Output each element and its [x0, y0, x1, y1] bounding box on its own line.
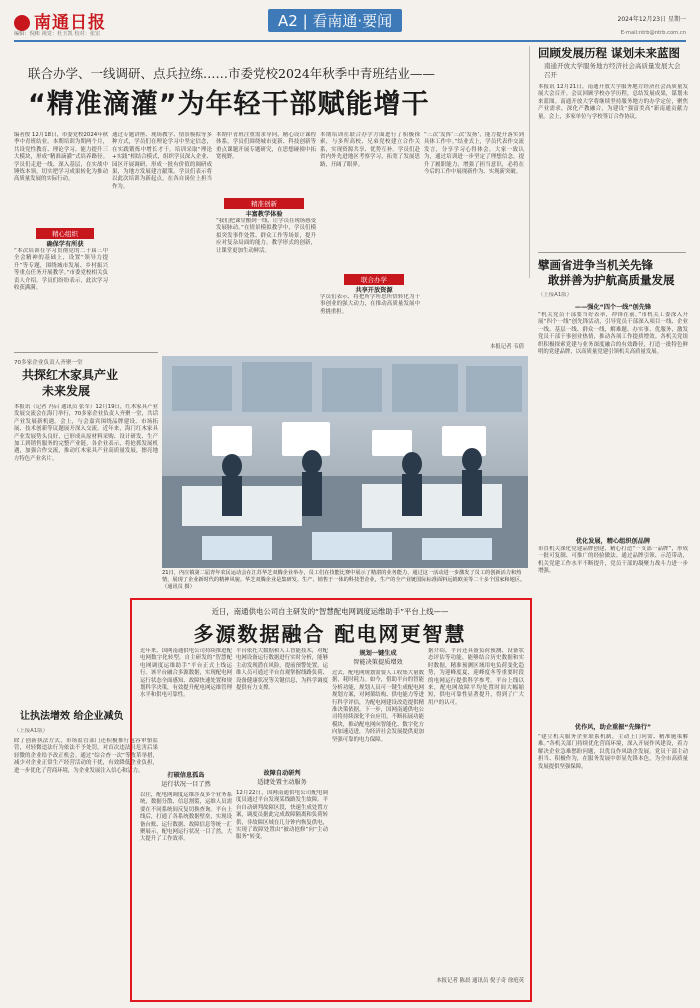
lead-author: 本报记者 韦倩 [489, 344, 524, 350]
boxed-body-col3: 过去，配电网规划需要人工收集大量数据，耗时耗力。如今，借助平台的智能分析功能，规划人员可一键生成配电网规划方案，对网架结构、供电能力等进行科学评估，为配电网建设改造提供精准决策依据。下一步，国网南通供电公司将持续深化平台应用，不断拓展功能模块，推动配电网向智能化、数字化方向加速迈进，为经济社会发展提供更加坚强可靠的电力保障。 [332, 670, 424, 743]
factory-photo-illustration [162, 356, 528, 568]
side-mid-sub2: 优化发展，精心组织创品牌 [575, 538, 651, 545]
subhead-text: 丰富教学体验 [245, 211, 283, 218]
news-photo [162, 356, 528, 568]
boxed-kicker: 近日，南通供电公司自主研发的“智慧配电网调度运维助手”平台上线—— [211, 607, 449, 616]
lead-body-col2: 通过专题讲座、现场教学、情景模拟等多种方式，学员们在理论学习中坚定信念，在实践锻炼中增长才干。培训采取“理论+实践”相结合模式，组织学员深入企业、园区开展调研，形成一批有价值的调研成果，为地方发展建言献策。学员们表示将以此次培训为新起点，在各自岗位上担当作为。 [112, 132, 212, 190]
lead-subhead-2 [224, 198, 304, 218]
lead-body-col5: “三次‘发挥’三次‘发扬’，能力提升落实到具体工作中。”结业式上，学员代表作交流发言，分享学习心得体会。大家一致认为，通过培训进一步坚定了理想信念，提升了履职能力，增强了担当意识，必将在今后的工作中展现新作为、实现新突破。 [424, 132, 524, 176]
left-rule [14, 352, 158, 353]
subhead-title: 打破信息孤岛 [167, 772, 205, 779]
boxed-headline: 多源数据融合 配电网更智慧 [193, 622, 467, 646]
editors-line: 编辑：倪彬 视觉：杜玉凯 校对：张宏 [14, 31, 101, 37]
subhead-tag: 精心组织 [36, 228, 94, 239]
column-divider [529, 46, 530, 278]
side-mid-sub1: ——强化“四个一线”创先锋 [574, 304, 652, 311]
side-mid-title2: 敢拼善为护航高质量发展 [548, 273, 675, 287]
side-mid-title: 擘画省进争当机关先锋 [538, 258, 653, 272]
lead-body-col3b: “我们把课堂搬到一线，让学员在现场感受发展脉动。”在情景模拟教学中，学员们模拟突发事件处置、群众工作等场景，提升应对复杂局面的能力。教学形式的创新，让课堂更加生动鲜活。 [216, 218, 316, 254]
lead-body-col1b: “本次培训在学习贯彻党的二十届三中全会精神的基础上，设置“领导力提升”等专题，围绕城市发展、乡村振兴等重点任务开展教学。”市委党校相关负责人介绍。学员们纷纷表示，此次学习收获满满。 [14, 248, 108, 292]
lead-headline: “精准滴灌”为年轻干部赋能增干 [28, 89, 430, 120]
boxed-subhead-3 [340, 648, 416, 666]
lead-subhead-1 [36, 228, 94, 248]
issue-date: 2024年12月23日 星期一 [617, 16, 686, 23]
left-mid-title: 共探红木家具产业 [22, 368, 119, 382]
left-mid-title2: 未来发展 [42, 384, 91, 398]
left-mid-kicker: 70多家企业负责人齐聚一堂 [14, 360, 83, 366]
subhead-text: 共享开放资源 [355, 287, 393, 294]
boxed-body-col4: 据介绍，平台还具备负荷预测、设备状态评估等功能，能够结合历史数据和实时数据，精准预测区域用电负荷变化趋势，为迎峰度夏、迎峰度冬等重要时段的电网运行提供科学参考。平台上线以来，配电网故障平均处置时间大幅缩短，供电可靠性显著提升，得到了广大用户的认可。 [428, 648, 524, 706]
logo-text: 南通日报 [34, 13, 106, 33]
boxed-subhead-2 [244, 768, 320, 786]
side-mid-body: “机关党员干部要当好表率，冲锋在前。”市机关工委深入开展“四个一线”创先锋活动，引导党员干部深入项目一线、企业一线、基层一线、群众一线，解难题、办实事、优服务，激发党员干部干事创业热情，推动各项工作提质增效。各机关党组织积极探索党建与业务深度融合的有效路径，打造一批特色鲜明的党建品牌，以高质量党建引领机关高质量发展。 [538, 312, 688, 356]
subhead-text: 适捷处置主动服务 [257, 779, 307, 786]
subhead-text: 确保学有所获 [46, 241, 84, 248]
side-top-deck: 南通开放大学服务地方经济社会高质量发展大会召开 [544, 62, 681, 79]
lead-body-col4b: 学员们表示，将把所学所思所悟转化为干事创业的强大动力，在推动高质量发展中勇挑重担。 [320, 294, 420, 315]
side-mid-dateline: （上接A1版） [538, 292, 573, 298]
subhead-title: 规划一键生成 [359, 650, 397, 657]
left-mid-body: 本报讯（记者 冯启 通讯员 张军）12月19日，红木家具产业发展交流会在海门举行，70多家企业负责人齐聚一堂，共话产业发展新机遇。会上，与会嘉宾围绕品牌建设、市场拓展、技术创新等议题展开深入交流。近年来，海门红木家具产业发展势头良好，已形成从原材料采购、设计研发、生产加工到销售服务的完整产业链。各企业表示，将抢抓发展机遇，加强合作交流，推动红木家具产业高质量发展，擦亮地方特色产业名片。 [14, 404, 158, 462]
lead-body-col3: 本期中青班注重需求导向，精心设计课程体系。学员们围绕城市更新、科技创新等重点课题开展专题研究，在思想碰撞中拓宽视野。 [216, 132, 316, 161]
side-rule [538, 252, 686, 253]
subhead-tag: 联合办学 [344, 274, 404, 285]
boxed-subhead-1 [148, 770, 224, 788]
boxed-body-col2: 平台依托大数据和人工智能技术，对配电网设备运行数据进行实时分析，能够主动发现潜在风险，提前预警处置。运维人员可通过平台直观掌握线路负荷、设备健康状况等关键信息，为科学调度提供有力支撑。 [236, 648, 328, 692]
left-bottom-title: 让执法增效 给企业减负 [20, 711, 124, 722]
subhead-text: 智能决策提质增效 [353, 659, 403, 666]
boxed-body-col1b: 以往，配电网调度运维涉及多个业务系统，数据分散、信息割裂，运维人员需要在不同系统间反复切换查询。平台上线后，打通了各系统数据壁垒，实现设备台账、运行数据、故障信息等统一汇聚展示，配电网运行状况一目了然，大大提升了工作效率。 [140, 792, 232, 843]
side-top-body: 本报讯 12月21日，南通开放大学服务地方经济社会高质量发展大会召开。会议回顾学校办学历程，总结发展成果，谋划未来蓝图。南通开放大学将继续坚持服务地方的办学定位，聚焦产业需求，深化产教融合，为建设“强富美高”新南通贡献力量。会上，多家单位与学校签订合作协议。 [538, 84, 688, 120]
subhead-title: 故障自动研判 [263, 770, 301, 777]
boxed-body-col2b: 12月22日，国网南通供电公司配电调度员通过平台发现某线路发生故障。平台自动研判故障区段，快速生成处置方案，调度员据此完成故障隔离和负荷转供，非故障区域在几分钟内恢复供电，实现了故障处置由“被动抢修”向“主动服务”转变。 [236, 790, 328, 841]
editors-email: E-mail:ntrb@ntrb.com.cn [620, 30, 686, 36]
lead-subhead-3 [344, 274, 404, 294]
top-rule [14, 40, 686, 42]
left-bottom-dateline: （上接A1版） [14, 728, 49, 734]
side-mid-body2: 市直机关深化党建品牌创建，精心打造“一支部一品牌”，形成一批可复制、可推广的经验做法。通过品牌引领、示范带动，机关党建工作水平不断提升，党员干部的凝聚力战斗力进一步增强。 [538, 546, 688, 575]
photo-caption: 21日，内庄镇第二届青年农民运动会在江苏华芝双腾企业举办，员工们在技能比赛中展示了精湛的业务能力，通过这一活动进一步激发了员工的创新活力和热情，展现了企业新时代的精神风貌。华芝双腾企业是集研发、生产、销售于一体的科技型企业，生产的全产业链国际标准面料远销欧美等二十多个国家和地区。（通讯员 摄） [162, 570, 526, 590]
side-mid-body3: “建立机关服务企业联系机制，主动上门问需、精准施策解难。”各机关部门持续优化营商环境，深入开展作风建设，着力解决企业急难愁盼问题，以优良作风助企发展。党员干部主动担当、积极作为，在服务发展中彰显先锋本色，为全市高质量发展提供坚强保障。 [538, 734, 688, 770]
left-bottom-body: 除了创新执法方式，市场监管部门还积极推行包容审慎监管，对轻微违法行为依法不予处罚，对首次违法且危害后果轻微的企业给予改正机会。通过“综合查一次”等改革举措，减少对企业正常生产经营活动的干扰，有效降低企业负担，进一步优化了营商环境，为企业发展注入信心和活力。 [14, 738, 158, 774]
section-tag: A2 | 看南通·要闻 [268, 9, 402, 32]
boxed-body-col1: 近年来，国网南通供电公司持续推进配电网数字化转型，自主研发的“智慧配电网调度运维助手”平台正式上线运行。该平台融合多源数据，实现配电网运行状态全面感知、故障快速处置和规划科学决策，有效提升配电网运维管理水平和供电可靠性。 [140, 648, 232, 699]
boxed-author: 本报记者 陈晨 通讯员 倪子奇 徐庭英 [436, 978, 524, 984]
lead-body-col4: 本期培训在联合办学方面进行了积极探索，与多所高校、兄弟党校建立合作关系，实现资源共享、优势互补。学员们赴省内外先进地区考察学习，拓宽了发展思路，开阔了眼界。 [320, 132, 420, 168]
lead-body-col1: 编者按 12月18日，市委党校2024年秋季中青班结业。本期培训为期两个月，共设党性教育、理论学习、能力提升三大模块，形成“精准滴灌”式培养路径。学员们走进一线、深入基层，在实战中锤炼本领，切实把学习成果转化为推动高质量发展的实际行动。 [14, 132, 108, 183]
side-mid-sub3: 优作风，助企重振“先锋行” [574, 724, 652, 731]
subhead-text: 运行状况一目了然 [161, 781, 211, 788]
logo-emblem-icon [14, 15, 30, 31]
lead-kicker: 联合办学、一线调研、点兵拉练……市委党校2024年秋季中青班结业—— [28, 66, 435, 81]
subhead-tag: 精准创新 [224, 198, 304, 209]
side-top-title: 回顾发展历程 谋划未来蓝图 [538, 46, 681, 60]
